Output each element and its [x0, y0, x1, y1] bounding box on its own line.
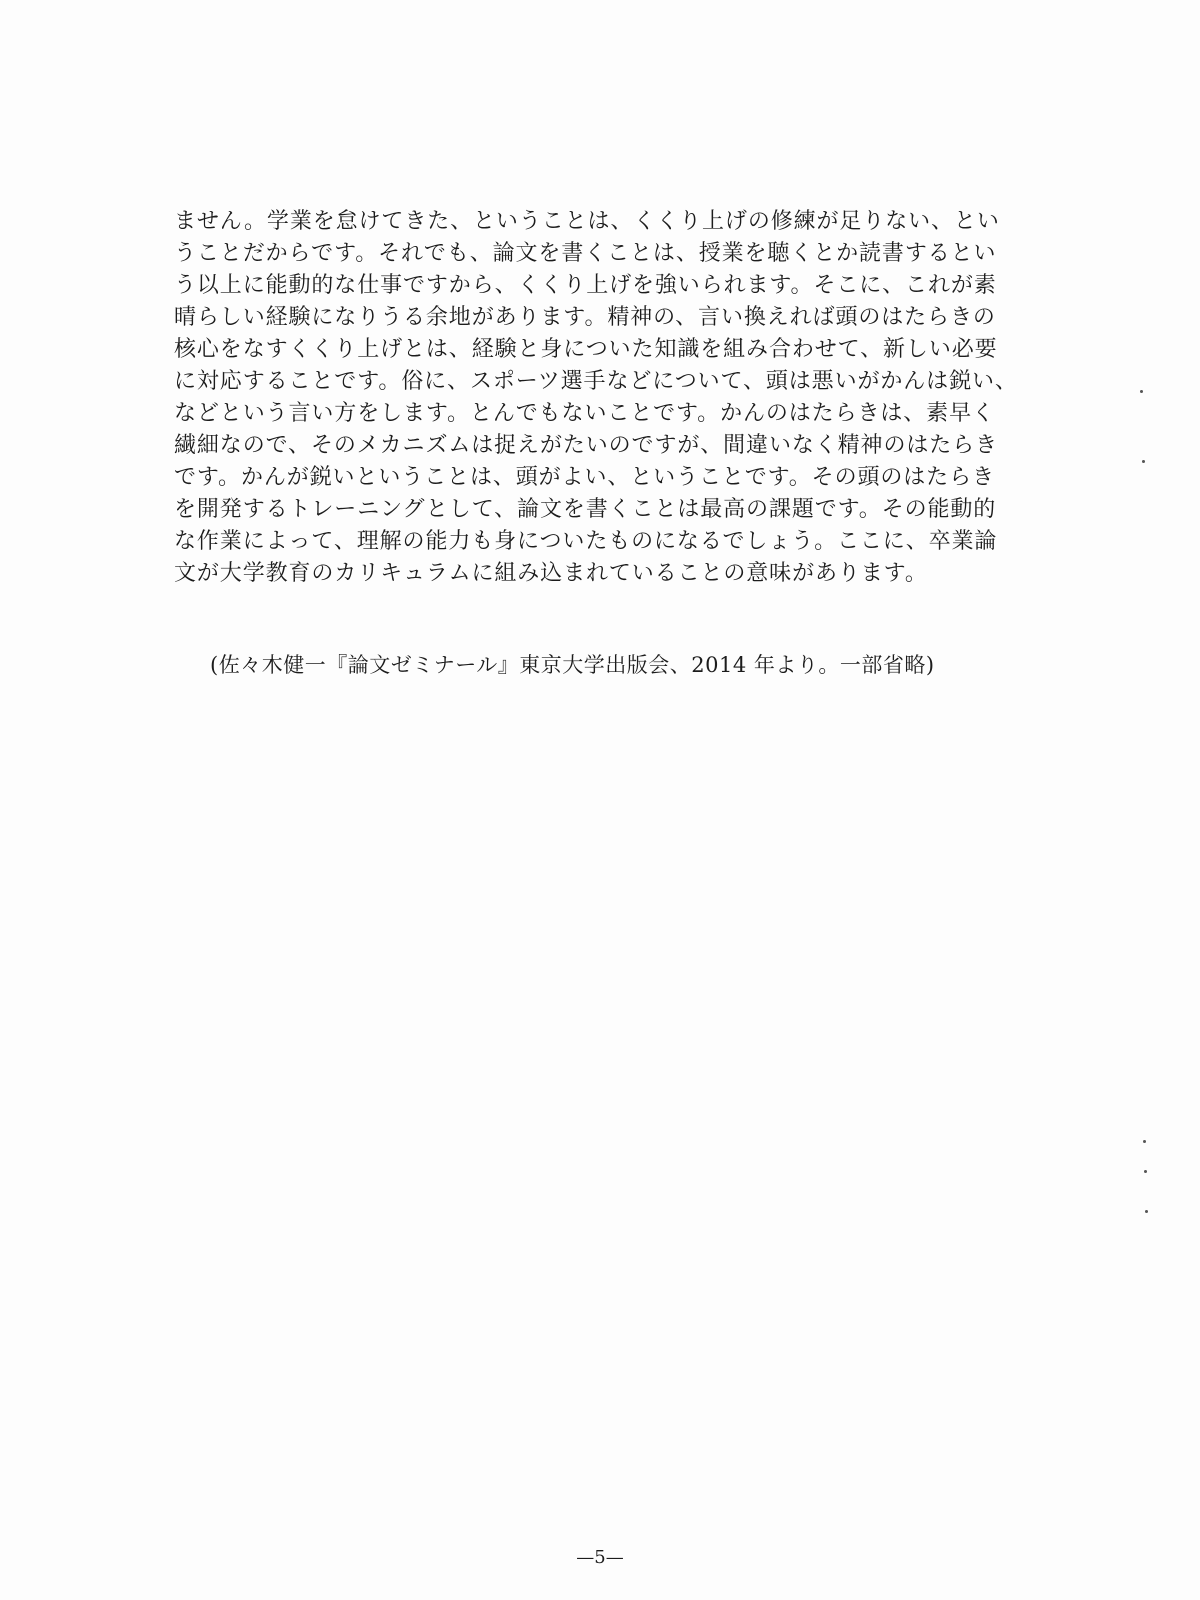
- scan-speck: [1144, 1170, 1147, 1173]
- text-line: です。かんが鋭いということは、頭がよい、ということです。その頭のはたらき: [174, 465, 995, 490]
- page-number: —5—: [576, 1547, 624, 1568]
- text-line: な作業によって、理解の能力も身についたものになるでしょう。ここに、卒業論: [174, 529, 998, 554]
- citation: (佐々木健一『論文ゼミナール』東京大学出版会、2014 年より。一部省略): [210, 653, 935, 677]
- text-line: ません。学業を怠けてきた、ということは、くくり上げの修練が足りない、とい: [174, 209, 1000, 234]
- scan-speck: [1145, 1210, 1148, 1213]
- text-line: 文が大学教育のカリキュラムに組み込まれていることの意味があります。: [174, 561, 928, 586]
- text-line: を開発するトレーニングとして、論文を書くことは最高の課題です。その能動的: [174, 497, 997, 522]
- text-line: などという言い方をします。とんでもないことです。かんのはたらきは、素早く: [174, 401, 995, 426]
- text-line: 晴らしい経験になりうる余地があります。精神の、言い換えれば頭のはたらきの: [174, 305, 996, 330]
- text-line: うことだからです。それでも、論文を書くことは、授業を聴くとか読書するとい: [174, 241, 997, 266]
- scan-speck: [1142, 460, 1145, 463]
- text-line: 繊細なので、そのメカニズムは捉えがたいのですが、間違いなく精神のはたらき: [174, 433, 998, 458]
- text-line: う以上に能動的な仕事ですから、くくり上げを強いられます。そこに、これが素: [174, 273, 997, 298]
- scan-speck: [1143, 1140, 1146, 1143]
- scan-speck: [1140, 390, 1143, 393]
- body-paragraph: [174, 206, 1044, 590]
- text-line: に対応することです。俗に、スポーツ選手などについて、頭は悪いがかんは鋭い、: [174, 369, 1018, 394]
- text-line: 核心をなすくくり上げとは、経験と身についた知識を組み合わせて、新しい必要: [174, 337, 998, 362]
